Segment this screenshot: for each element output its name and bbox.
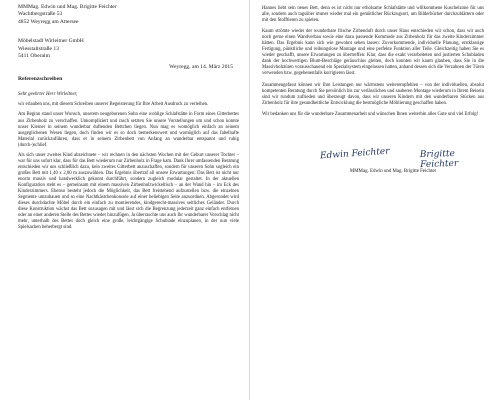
signatory-names: MMMag. Edwin und Mag. Brigitte Feichter [349,168,437,174]
recipient-city: 5411 Oberalm [18,53,50,60]
paragraph-intro: wir erlauben uns, mit diesem Schreiben unserer Begeisterung für Ihre Arbeit Ausdruck zu verleihen. [18,102,209,108]
paragraph-closing: Wir bedanken uns für die wunderbare Zusammenarbeit und wünschen Ihnen weiterhin alles Gute und viel Erfolg! [262,111,479,117]
paragraph-crib: Am Beginn stand unser Wunsch, unserem neugeborenen Sohn eine wohlige Schlafstätte in Form eines Gitterbettes aus Zirbenholz zu verschaffen. Unkompliziert und rasch setzten Sie unsere Vorstellungen um und schon konnte unser Kleiner in seinem wunderbar duftenden Bettchen liegen. Nun mag es womöglich einfach an seinem ausgeglichenen Wesen liegen, doch finden wir es so doch bemerkenswert und womöglich auf das fabelhafte Material zurückzuführen, dass er in seinem Zirbenbett von Anfang an wunderbar entspannt und ruhig (durch-)schlief. [18,112,239,148]
signature-edwin: Edwin Feichter [319,146,390,162]
signature-brigitte: Brigitte Feichter [419,148,459,170]
letter-page-right [249,0,498,400]
paragraph-big-bed: Als sich unser zweites Kind abzeichnete – wir rechnen in den nächsten Wochen mit der Geburt unserer Tochter – war für uns sofort klar, dass für das Bett wiederum nur Zirbenholz in Frage kam. Dank Ihrer umfassenden Beratung entschieden wir uns schließlich dazu, kein zweites Gitterbett anzuschaffen, sondern für unseren Sohn sogleich ein großes Bett mit 1,40 x 2,00 m auszuwählen. Das Ergebnis übertraf all unsere Erwartungen: Das Bett ist nicht nur enorm massiv und handwerklich gekonnt durchführt, sondern zugleich modular gestaltet. In der aktuellen Konfiguration steht es – gemeinsam mit einem massiven Zirbenholzwickeltisch – an der Wand hin – im Eck des Kinderzimmers. Ebenso besteht jedoch die Möglichkeit, das Bett freistehend aufzustellen bzw. die einzelnen Segmente umzubauen und so eine Nachtkästchenkonsole auf einer beliebigen Seite anzuordnen. Abgerundet wird dieses durchdachte Möbel durch ein einfach zu montierendes, kindgerecht-massives seitliches Geländer. Durch diese Konstruktion wächst das Bett sozusagen mit und lässt sich die Begrenzung jederzeit ganz einfach entfernen oder an einer anderen Stelle des Bettes wieder hinzufügen. Ja überraschte uns auch Ihr wunderbarer Vorschlag nicht mehr, unterhalb des Bettes doch gleich eine große, leichtgängige Schublade einzuplanen, in der nun viele Spielsachen beherbergt sind. [18,152,239,231]
letter-salutation: Sehr geehrter Herr Wirleitner, [18,92,78,98]
recipient-street: Wiesstaltstraße 13 [18,45,59,52]
paragraph-summary: Zusammengefasst können wir Ihre Leistungen nur wärmstens weiterempfehlen – von der individuellen, absolut kompetenten Beratung durch Sie persönlich bis zur verlässlichen und sauberen Montage wiederum in Ihrem Beisein sind wir rundum zufrieden und überzeugt davon, dass wir unseren Kindern mit den wunderbaren Stücken aus Zirbenholz für ihre gesundheitliche Entwicklung die bestmögliche Möblierung geschaffen haben. [262,82,484,106]
sender-address [18,4,239,26]
sender-name: MMMag. Edwin und Mag. Brigitte Feichter [18,4,117,10]
letter-date: Weyregg, am 14. März 2015 [169,64,233,71]
sender-street: Wachtbergstraße 53 [18,11,63,18]
paragraph-hannes: Hannes liebt sein neues Bett, denn es ist nicht nur erholsame Schlafstätte und willkommene Kuschelzone für uns alle, sondern auch tagsüber immer wieder mal ein gemütlicher Rückzugsort, um Bilderbücher durchzublättern oder mit den Stofftieren zu spielen. [262,6,484,24]
signatures [262,146,484,170]
letter-subject: Referenzschreiben [18,76,63,83]
recipient-company: Möbelstadl Wirleitner GmbH [18,38,84,45]
sender-city: 4852 Weyregg am Attersee [18,18,79,25]
paragraph-wardrobe: Kaum strömte wieder der wunderbare frische Zirbenduft durch unser Haus entschieden wir schon, dass wir auch noch gerne einen Wandverbau sowie eine dazu passende Kommode aus Zirbenholz für das zweite Kinderzimmer hätten. Das Ergebnis kann sich wie gewohnt sehen lassen: Zuvorkommende, individuelle Planung, erstklassige Fertigung, pünktliche und reibungslose Montage und eine perfekte Funktion aller Teile. Gleichzeitig haben Sie es wieder geschafft, unsere Erwartungen zu übertreffen: Klar, dass die exakt verarbeiteten und justierten Schubladen dank der hochwertigen Blum-Beschläge geräuschlos gleiten, doch konnten wir kaum glauben, dass Sie in die Massivholztüren vorausschauend ein Spezialsystem eingelassen hatten, anhand dessen sich die Verzahnen der Türen verwenden bzw. gegebenenfalls korrigieren lässt. [262,29,484,77]
recipient-address [18,38,239,60]
